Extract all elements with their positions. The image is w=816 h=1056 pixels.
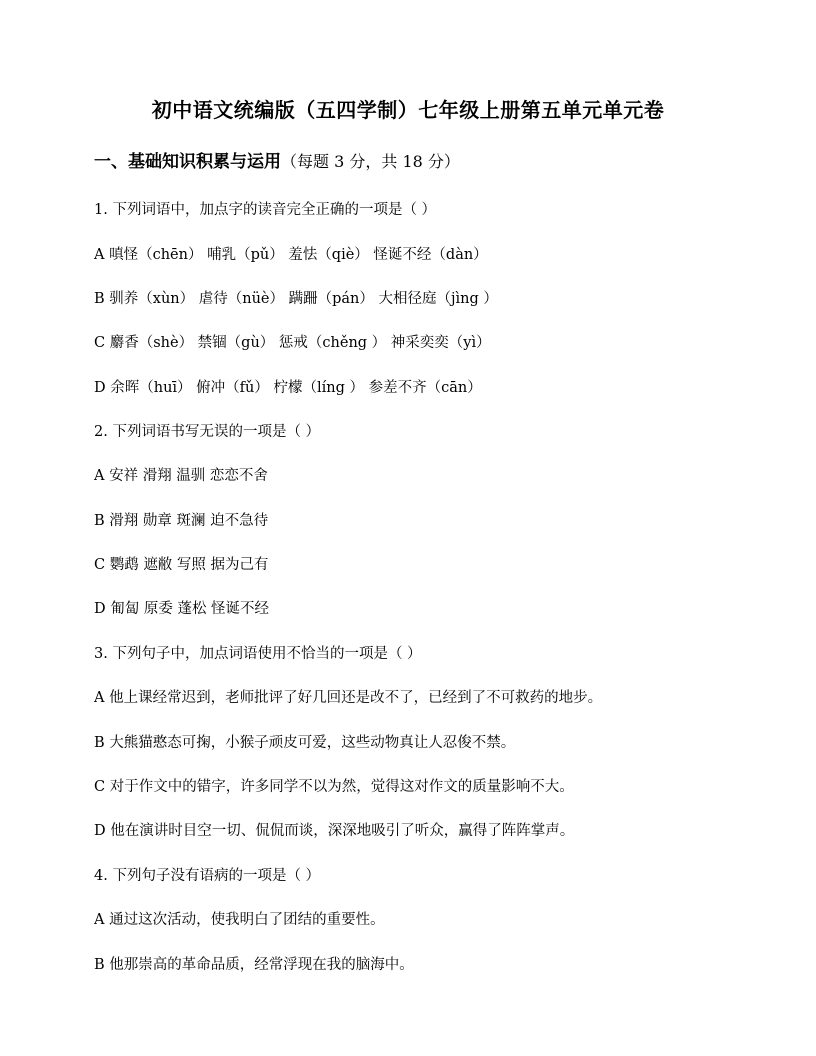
question-3-option-c: C 对于作文中的错字，许多同学不以为然，觉得这对作文的质量影响不大。 (94, 779, 574, 795)
question-1-option-d: D 余晖（huī） 俯冲（fǔ） 柠檬（líng ） 参差不齐（cān） (94, 380, 482, 396)
question-1-stem: 1. 下列词语中，加点字的读音完全正确的一项是（ ） (94, 202, 437, 218)
section-score-note: （每题 3 分，共 18 分） (281, 152, 460, 171)
question-4-option-b: B 他那崇高的革命品质，经常浮现在我的脑海中。 (94, 957, 414, 973)
question-2-option-a: A 安祥 滑翔 温驯 恋恋不舍 (94, 468, 268, 484)
question-2-option-c: C 鹦鹉 遮敝 写照 据为己有 (94, 557, 269, 573)
question-2-stem: 2. 下列词语书写无误的一项是（ ） (94, 424, 321, 440)
page-title: 初中语文统编版（五四学制）七年级上册第五单元单元卷 (151, 98, 665, 122)
question-2-option-b: B 滑翔 勋章 斑澜 迫不急待 (94, 513, 269, 529)
question-1-option-a: A 嗔怪（chēn） 哺乳（pǔ） 羞怯（qiè） 怪诞不经（dàn） (94, 247, 488, 263)
question-3-option-a: A 他上课经常迟到，老师批评了好几回还是改不了，已经到了不可救药的地步。 (94, 690, 603, 706)
question-4-option-a: A 通过这次活动，使我明白了团结的重要性。 (94, 912, 385, 928)
question-1-option-c: C 麝香（shè） 禁锢（gù） 惩戒（chěng ） 神采奕奕（yì） (94, 335, 491, 351)
question-3-stem: 3. 下列句子中，加点词语使用不恰当的一项是（ ） (94, 646, 422, 662)
question-4-stem: 4. 下列句子没有语病的一项是（ ） (94, 868, 321, 884)
section-heading-text: 一、基础知识积累与运用 (94, 152, 281, 172)
question-2-option-d: D 匍匐 原委 蓬松 怪诞不经 (94, 601, 270, 617)
question-1-option-b: B 驯养（xùn） 虐待（nüè） 蹒跚（pán） 大相径庭（jìng ） (94, 291, 498, 307)
question-3-option-d: D 他在演讲时目空一切、侃侃而谈，深深地吸引了听众，赢得了阵阵掌声。 (94, 823, 575, 839)
section-heading (94, 150, 460, 174)
question-3-option-b: B 大熊猫憨态可掬，小猴子顽皮可爱，这些动物真让人忍俊不禁。 (94, 735, 516, 751)
